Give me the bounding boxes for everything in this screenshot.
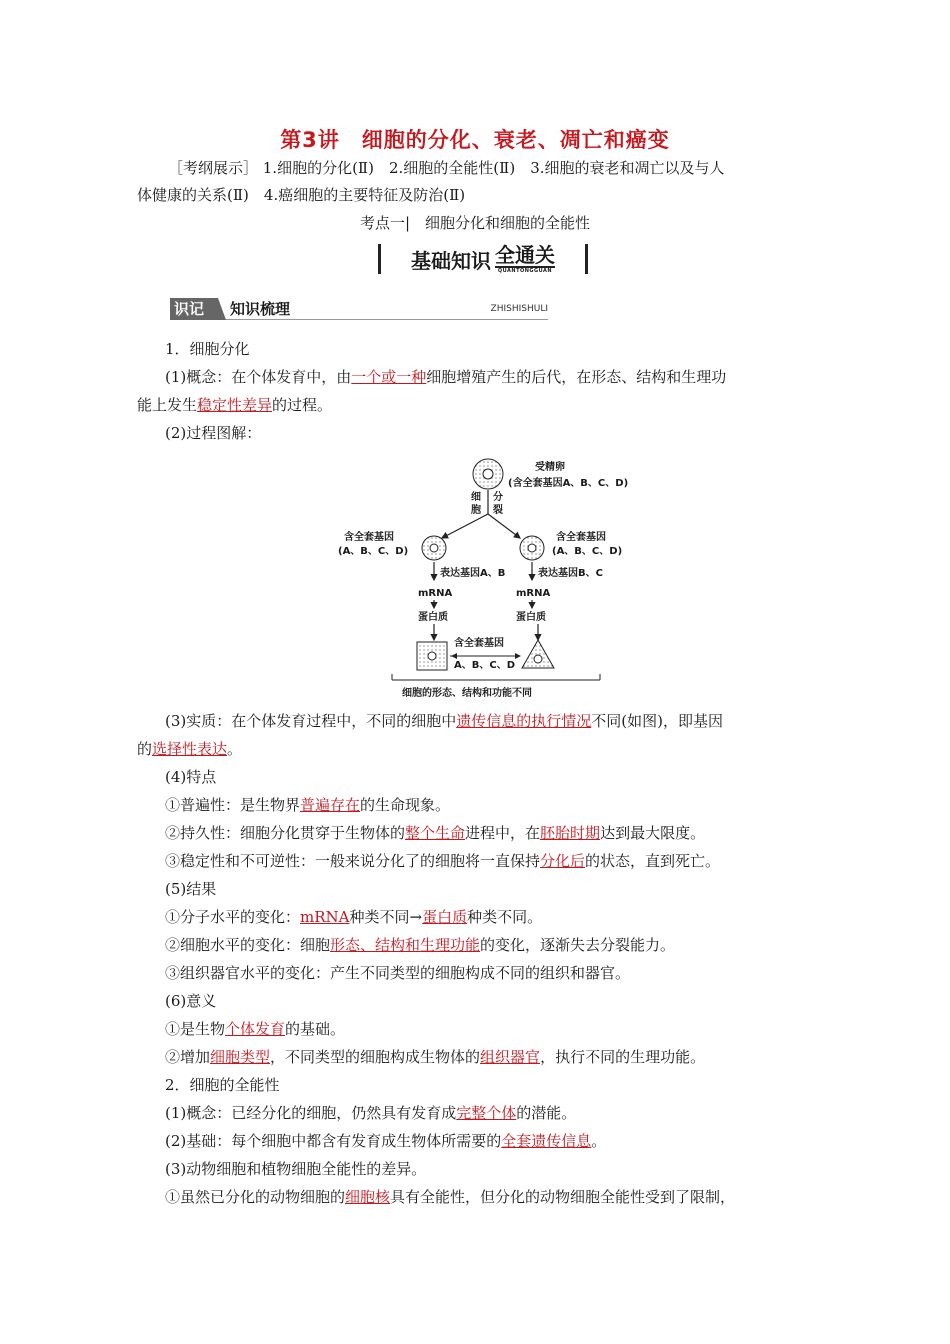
heading-totipotency: 2．细胞的全能性 [165,1076,280,1094]
essence-line [165,711,723,731]
section-name: 知识梳理 [230,300,291,318]
exam-point-heading: 考点一| 细胞分化和细胞的全能性 [359,214,591,232]
banner-text: 基础知识 [411,248,491,273]
left-express-label: 表达基因A、B [440,568,506,579]
syllabus-line-2: 体健康的关系(Ⅱ) 4.癌细胞的主要特征及防治(Ⅱ) [137,186,466,204]
answer-blank: 全套遗传信息 [501,1132,592,1150]
answer-blank: mRNA [300,908,350,926]
division-char-2: 胞 [471,505,481,516]
text: 的基础。 [285,1020,346,1038]
significance-heading: (6)意义 [165,992,217,1010]
zygote-label: 受精卵 [535,462,565,473]
text: ①分子水平的变化： [165,908,301,926]
totipotency-animal [165,1187,735,1207]
features-heading: (4)特点 [165,768,217,786]
diagram-result-label: 细胞的形态、结构和功能不同 [402,688,532,699]
totipotency-concept [165,1103,576,1123]
zygote-cell-icon [473,459,503,489]
feature-stability [165,851,720,871]
cell-differentiation-diagram [330,452,660,706]
totipotency-difference: (3)动物细胞和植物细胞全能性的差异。 [165,1160,427,1178]
answer-blank: 选择性表达 [152,740,228,758]
page-title: 第3讲 细胞的分化、衰老、凋亡和癌变 [280,128,670,152]
division-char-1: 细 [471,492,481,503]
answer-blank: 分化后 [540,852,586,870]
middle-genes-list: A、B、C、D [454,660,516,671]
feature-universality [165,795,450,815]
text: 的 [137,740,153,758]
significance-2 [165,1047,705,1067]
answer-blank: 普遍存在 [300,796,361,814]
answer-blank: 整个生命 [405,824,466,842]
answer-blank: 一个或一种 [351,368,427,386]
division-char-3: 分 [493,492,503,503]
text: 的状态，直到死亡。 [585,852,721,870]
answer-blank: 细胞核 [345,1188,391,1206]
text: ②持久性：细胞分化贯穿于生物体的 [165,824,406,842]
essence-line-2 [137,739,242,759]
concept-line-2 [137,395,332,415]
text: 不同(如图)，即基因 [591,712,723,730]
result-cellular [165,935,675,955]
answer-blank: 形态、结构和生理功能 [330,936,481,954]
text: ②细胞水平的变化：细胞 [165,936,331,954]
section-pinyin: ZHISHISHULI [490,304,548,314]
text: 的生命现象。 [360,796,451,814]
significance-1 [165,1019,345,1039]
right-genes-label: 含全套基因 [556,532,606,543]
division-char-4: 裂 [493,505,503,516]
text: 达到最大限度。 [600,824,706,842]
answer-blank: 稳定性差异 [197,396,273,414]
triangle-cell-icon [522,640,554,668]
answer-blank: 个体发育 [225,1020,286,1038]
left-cell-icon [422,536,446,560]
square-cell-icon [417,642,447,670]
text: ②增加 [165,1048,211,1066]
left-mrna-label: mRNA [418,588,453,599]
text: ，执行不同的生理功能。 [540,1048,706,1066]
answer-blank: 组织器官 [480,1048,541,1066]
text: 。 [227,740,243,758]
result-molecular [165,907,542,927]
zygote-genes-label: (含全套基因A、B、C、D) [508,478,629,489]
left-genes-label: 含全套基因 [344,532,394,543]
text: ①虽然已分化的动物细胞的 [165,1188,346,1206]
text: 能上发生 [137,396,198,414]
section-header [170,298,548,320]
text: ，不同类型的细胞构成生物体的 [270,1048,481,1066]
text: 种类不同→ [349,908,423,926]
right-genes-list: (A、B、C、D) [552,546,623,557]
text: 的潜能。 [516,1104,577,1122]
text: (1)概念：在个体发育中，由 [165,368,352,386]
answer-blank: 遗传信息的执行情况 [456,712,592,730]
text: 细胞增殖产生的后代，在形态、结构和生理功 [426,368,727,386]
text: ③稳定性和不可逆性：一般来说分化了的细胞将一直保持 [165,852,541,870]
results-heading: (5)结果 [165,880,217,898]
result-tissue: ③组织器官水平的变化：产生不同类型的细胞构成不同的组织和器官。 [165,964,631,982]
answer-blank: 完整个体 [456,1104,517,1122]
banner-badge-pinyin: QUANTONGGUAN [497,267,553,274]
section-tag: 识记 [170,298,218,320]
totipotency-basis [165,1131,606,1151]
syllabus-line-1: ［考纲展示］ 1.细胞的分化(Ⅱ) 2.细胞的全能性(Ⅱ) 3.细胞的衰老和凋亡以及与人 [168,159,725,177]
basic-knowledge-banner [378,244,588,274]
feature-persistence [165,823,705,843]
text: 的过程。 [272,396,333,414]
right-cell-icon [520,536,544,560]
answer-blank: 胚胎时期 [540,824,601,842]
text: 。 [591,1132,607,1150]
banner-badge [495,244,555,275]
heading-cell-differentiation: 1．细胞分化 [165,340,250,358]
text: 种类不同。 [467,908,543,926]
answer-blank: 蛋白质 [422,908,468,926]
text: 进程中，在 [465,824,541,842]
concept-line [165,367,726,387]
text: (1)概念：已经分化的细胞，仍然具有发育成 [165,1104,457,1122]
middle-genes-label: 含全套基因 [454,638,504,649]
right-protein-label: 蛋白质 [516,612,546,623]
banner-badge-text: 全通关 [495,242,555,267]
right-express-label: 表达基因B、C [538,568,603,579]
left-genes-list: (A、B、C、D) [338,546,409,557]
left-protein-label: 蛋白质 [418,612,448,623]
text: ①普遍性：是生物界 [165,796,301,814]
text: (2)基础：每个细胞中都含有发育成生物体所需要的 [165,1132,502,1150]
right-mrna-label: mRNA [516,588,551,599]
answer-blank: 细胞类型 [210,1048,271,1066]
text: (3)实质：在个体发育过程中，不同的细胞中 [165,712,457,730]
text: ①是生物 [165,1020,226,1038]
process-diagram-heading: (2)过程图解： [165,424,262,442]
text: 具有全能性，但分化的动物细胞全能性受到了限制， [390,1188,736,1206]
text: 的变化，逐渐失去分裂能力。 [480,936,676,954]
